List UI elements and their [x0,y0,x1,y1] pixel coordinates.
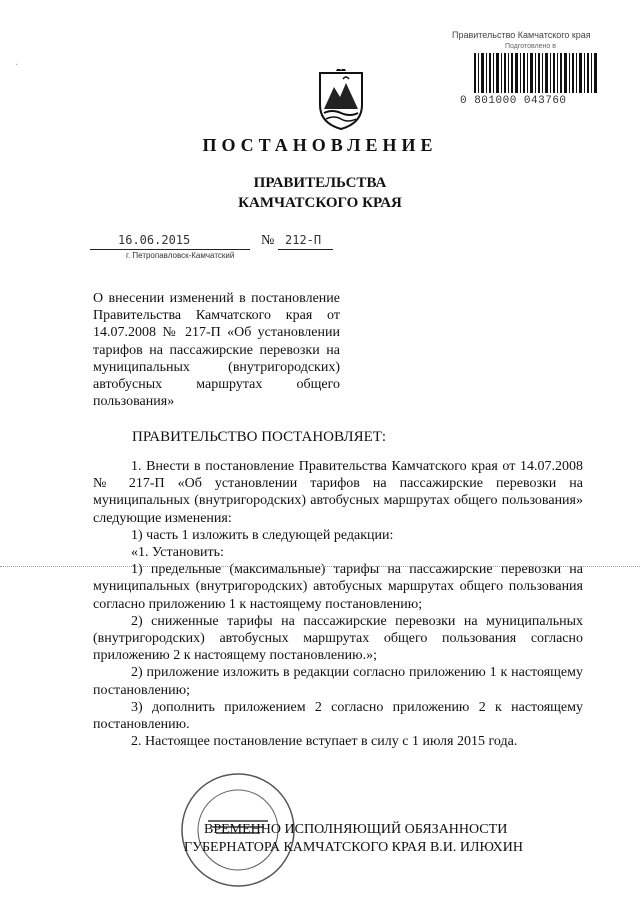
number-sign: № [261,233,275,248]
scan-speck: · [15,60,19,71]
decree-heading: ПРАВИТЕЛЬСТВО ПОСТАНОВЛЯЕТ: [132,429,387,445]
issuer-line-1: ПРАВИТЕЛЬСТВА [253,175,387,191]
registry-sublabel: Подготовлено в [505,43,556,50]
document-title: ПОСТАНОВЛЕНИЕ [202,135,438,155]
kamchatka-emblem-icon [316,69,366,131]
issuer-line-2: КАМЧАТСКОГО КРАЯ [238,195,402,211]
paragraph: 1. Внести в постановление Правительства Камчатского края от 14.07.2008 № 217-П «Об установлении тарифов на пассажирские перевозки на муниципальных (внутригородских) автобусных маршрутах общего пользования» следующие изменения: [93,459,583,526]
paragraph: 2. Настоящее постановление вступает в силу с 1 июля 2015 года. [131,734,518,750]
signatory-name: ГУБЕРНАТОРА КАМЧАТСКОГО КРАЯ В.И. ИЛЮХИН [184,840,523,855]
scan-fold-line [0,566,640,567]
signatory-title: ВРЕМЕННО ИСПОЛНЯЮЩИЙ ОБЯЗАННОСТИ [204,822,508,837]
document-issuer [0,173,640,213]
paragraph: 3) дополнить приложением 2 согласно приложению 2 к настоящему постановлению. [93,699,583,733]
paragraph: 2) сниженные тарифы на пассажирские перевозки на муниципальных (внутригородских) автобусных маршрутах общего пользования согласно приложению 2 к настоящему постановлению.»; [93,613,583,664]
date-underline [90,249,250,250]
paragraph: 1) часть 1 изложить в следующей редакции: [131,527,394,543]
registry-label: Правительство Камчатского края [452,30,591,40]
document-date: 16.06.2015 [118,233,191,247]
document-city: г. Петропавловск-Камчатский [126,251,235,260]
document-body [93,458,583,750]
paragraph: «1. Установить: [131,545,224,561]
paragraph: 1) предельные (максимальные) тарифы на пассажирские перевозки на муниципальных (внутригородских) автобусных маршрутах общего пользования согласно приложению 1 к настоящему постановлению; [93,562,583,612]
paragraph: 2) приложение изложить в редакции согласно приложению 1 к настоящему постановлению; [93,665,583,698]
number-underline [278,249,333,250]
document-subject: О внесении изменений в постановление Правительства Камчатского края от 14.07.2008 № 217-П «Об установлении тарифов на пассажирские перевозки на муниципальных (внутригородских) автобусных маршрутах общего пользования» [93,291,340,410]
document-number: 212-П [285,233,322,247]
barcode-number: 0 801000 043760 [460,95,567,107]
